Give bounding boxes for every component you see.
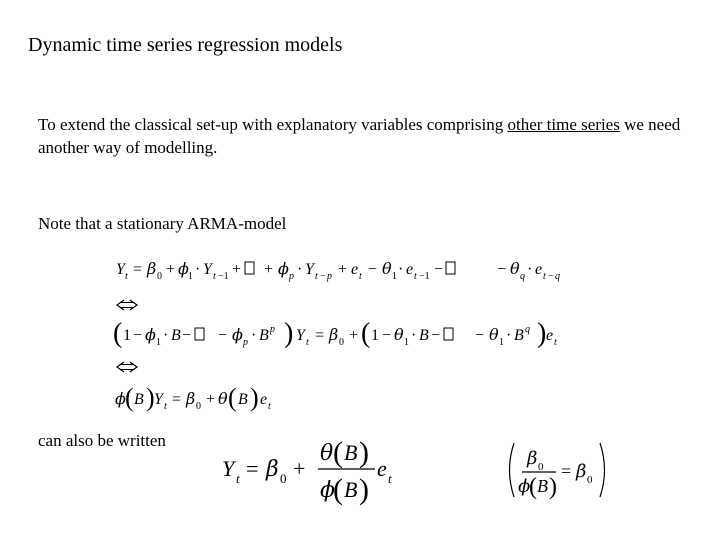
svg-text:B: B — [344, 440, 358, 465]
svg-text:B: B — [259, 327, 269, 344]
svg-text:t: t — [306, 337, 309, 348]
svg-text:p: p — [289, 271, 294, 282]
svg-text:): ) — [359, 473, 369, 506]
svg-text:ϕ: ϕ — [278, 259, 289, 278]
svg-text:·: · — [398, 261, 404, 278]
intro-underlined-text: other time series — [507, 115, 620, 134]
svg-text:θ: θ — [382, 259, 392, 278]
svg-text:1: 1 — [123, 327, 131, 344]
svg-text:t: t — [554, 337, 557, 348]
svg-text:): ) — [359, 436, 369, 469]
svg-text:0: 0 — [339, 337, 344, 348]
svg-text:ϕ: ϕ — [320, 478, 335, 503]
equivalence-arrow-2 — [117, 362, 137, 372]
svg-text:ϕ: ϕ — [178, 259, 189, 278]
svg-text:t: t — [388, 471, 392, 486]
svg-text:+: + — [206, 391, 216, 408]
svg-text:ϕ: ϕ — [145, 325, 156, 344]
svg-text:−: − — [218, 327, 228, 344]
svg-text:): ) — [250, 383, 259, 412]
svg-text:t: t — [164, 401, 167, 412]
equivalence-arrow-1 — [117, 300, 137, 310]
svg-text:1: 1 — [392, 271, 397, 282]
svg-text:β: β — [186, 389, 196, 408]
svg-text:−: − — [434, 261, 444, 278]
svg-text:+: + — [338, 261, 348, 278]
svg-text:·: · — [297, 261, 303, 278]
svg-text:−: − — [382, 327, 392, 344]
svg-text:θ: θ — [489, 325, 499, 344]
svg-text:−1: −1 — [218, 271, 229, 282]
svg-text:=: = — [561, 461, 572, 481]
svg-text:1: 1 — [371, 327, 379, 344]
svg-text:+: + — [232, 261, 242, 278]
svg-text:Y: Y — [296, 327, 305, 344]
svg-text:(: ( — [361, 318, 371, 349]
svg-text:B: B — [134, 391, 144, 408]
svg-text:β: β — [329, 325, 339, 344]
svg-text:β: β — [527, 448, 538, 469]
svg-text:β: β — [147, 259, 157, 278]
svg-text:−: − — [320, 271, 326, 282]
svg-text:p: p — [270, 324, 275, 335]
svg-text:1: 1 — [499, 337, 504, 348]
svg-text:−: − — [431, 327, 441, 344]
svg-text:Y: Y — [222, 456, 235, 481]
svg-text:): ) — [284, 318, 294, 349]
svg-text:t: t — [543, 271, 546, 282]
svg-text:0: 0 — [280, 471, 287, 486]
svg-text:(: ( — [333, 436, 343, 469]
svg-text:0: 0 — [196, 401, 201, 412]
svg-text:−1: −1 — [419, 271, 430, 282]
svg-text:B: B — [419, 327, 429, 344]
svg-text:): ) — [549, 474, 557, 500]
svg-text:1: 1 — [188, 271, 193, 282]
svg-text:e: e — [377, 456, 387, 481]
svg-text:+: + — [264, 261, 274, 278]
svg-text:−: − — [368, 261, 378, 278]
svg-text:q: q — [525, 324, 530, 335]
svg-text:θ: θ — [218, 389, 228, 408]
svg-text:ϕ: ϕ — [115, 389, 126, 408]
svg-text:+: + — [293, 456, 306, 481]
svg-text:θ: θ — [510, 259, 520, 278]
svg-text:): ) — [537, 318, 547, 349]
svg-text:−: − — [133, 327, 143, 344]
svg-text:t: t — [414, 271, 417, 282]
intro-text-before: To extend the classical set-up with explanatory variables comprising — [38, 115, 508, 134]
svg-text:B: B — [171, 327, 181, 344]
svg-text:1: 1 — [156, 337, 161, 348]
svg-text:θ: θ — [320, 441, 334, 466]
svg-text:·: · — [251, 327, 257, 344]
svg-text:t: t — [359, 271, 362, 282]
svg-text:t: t — [315, 271, 318, 282]
svg-text:β: β — [266, 457, 279, 482]
equation-line-3 — [115, 383, 271, 412]
svg-text:Y: Y — [154, 391, 163, 408]
svg-text:(: ( — [228, 383, 237, 412]
svg-text:·: · — [195, 261, 201, 278]
svg-text:Y: Y — [116, 261, 125, 278]
svg-text:Y: Y — [203, 261, 212, 278]
svg-text:q: q — [520, 271, 525, 282]
svg-text:(: ( — [333, 473, 343, 506]
svg-text:1: 1 — [404, 337, 409, 348]
svg-text:e: e — [260, 391, 268, 408]
svg-text:ϕ: ϕ — [518, 476, 531, 497]
svg-text:B: B — [238, 391, 248, 408]
svg-text:·: · — [527, 261, 533, 278]
svg-text:t: t — [125, 271, 128, 282]
svg-text:θ: θ — [394, 325, 404, 344]
note-text: Note that a stationary ARMA-model — [38, 214, 287, 233]
slide-title: Dynamic time series regression models — [28, 34, 343, 56]
bracketed-fraction — [510, 443, 605, 500]
svg-text:=: = — [246, 456, 259, 481]
also-written-text: can also be written — [38, 431, 166, 450]
svg-text:0: 0 — [538, 461, 544, 473]
svg-text:ϕ: ϕ — [232, 325, 243, 344]
svg-text:+: + — [349, 327, 359, 344]
svg-text:0: 0 — [587, 474, 593, 486]
svg-text:0: 0 — [157, 271, 162, 282]
svg-text:): ) — [146, 383, 155, 412]
svg-text:e: e — [406, 261, 414, 278]
svg-text:p: p — [327, 271, 332, 282]
svg-text:β: β — [576, 461, 587, 482]
svg-text:p: p — [243, 337, 248, 348]
svg-text:−: − — [548, 271, 554, 282]
svg-text:−: − — [497, 261, 507, 278]
svg-text:=: = — [172, 391, 182, 408]
equation-line-1 — [116, 259, 560, 282]
svg-text:t: t — [268, 401, 271, 412]
svg-text:B: B — [537, 476, 548, 496]
intro-text-after: we need another way of modelling. — [38, 115, 681, 157]
svg-text:e: e — [351, 261, 359, 278]
svg-text:·: · — [411, 327, 417, 344]
svg-text:(: ( — [125, 383, 134, 412]
svg-text:=: = — [133, 261, 143, 278]
svg-text:(: ( — [113, 318, 123, 349]
svg-text:B: B — [344, 477, 358, 502]
svg-text:·: · — [163, 327, 169, 344]
svg-text:−: − — [475, 327, 485, 344]
equation-line-2 — [113, 318, 557, 349]
svg-text:(: ( — [529, 474, 537, 500]
svg-text:·: · — [506, 327, 512, 344]
svg-text:+: + — [166, 261, 176, 278]
svg-text:q: q — [555, 271, 560, 282]
svg-text:t: t — [236, 471, 240, 486]
svg-text:t: t — [213, 271, 216, 282]
svg-text:Y: Y — [305, 261, 314, 278]
svg-text:B: B — [514, 327, 524, 344]
svg-text:−: − — [182, 327, 192, 344]
svg-text:e: e — [535, 261, 543, 278]
fraction-equation — [222, 436, 392, 506]
svg-text:e: e — [546, 327, 554, 344]
svg-text:=: = — [315, 327, 325, 344]
